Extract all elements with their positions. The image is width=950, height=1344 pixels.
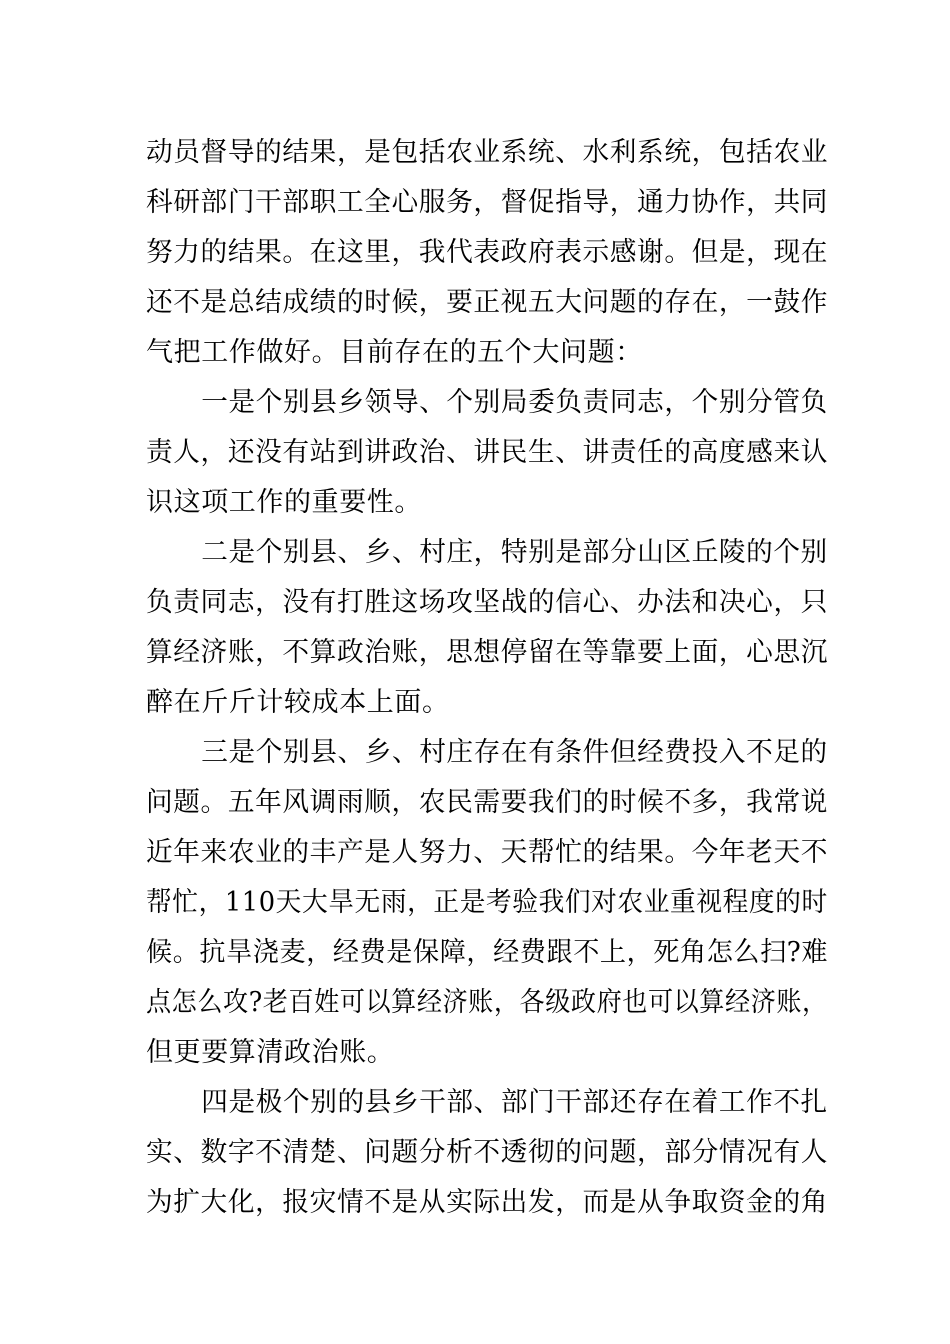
text-line: 帮忙，110天大旱无雨，正是考验我们对农业重视程度的时 (146, 887, 828, 918)
text-line: 实、数字不清楚、问题分析不透彻的问题，部分情况有人 (146, 1137, 828, 1168)
text-line: 但更要算清政治账。 (146, 1037, 395, 1068)
text-line: 候。抗旱浇麦，经费是保障，经费跟不上，死角怎么扫?难 (146, 937, 829, 968)
text-line: 责人，还没有站到讲政治、讲民生、讲责任的高度感来认 (146, 437, 828, 468)
text-line: 醉在斤斤计较成本上面。 (146, 687, 450, 718)
text-line: 还不是总结成绩的时候，要正视五大问题的存在，一鼓作 (146, 287, 828, 318)
text-line: 三是个别县、乡、村庄存在有条件但经费投入不足的 (201, 737, 828, 768)
text-line: 算经济账，不算政治账，思想停留在等靠要上面，心思沉 (146, 637, 828, 668)
document-body (146, 128, 829, 1228)
text-line: 问题。五年风调雨顺，农民需要我们的时候不多，我常说 (146, 787, 828, 818)
text-line: 一是个别县乡领导、个别局委负责同志，个别分管负 (201, 387, 828, 418)
text-line: 负责同志，没有打胜这场攻坚战的信心、办法和决心，只 (146, 587, 828, 618)
text-line: 科研部门干部职工全心服务，督促指导，通力协作，共同 (146, 187, 828, 218)
text-line: 动员督导的结果，是包括农业系统、水利系统，包括农业 (146, 137, 828, 168)
text-line: 为扩大化，报灾情不是从实际出发，而是从争取资金的角 (146, 1187, 828, 1218)
text-line: 气把工作做好。目前存在的五个大问题： (146, 337, 643, 368)
text-line: 努力的结果。在这里，我代表政府表示感谢。但是，现在 (146, 237, 828, 268)
text-line: 识这项工作的重要性。 (146, 487, 422, 518)
text-line: 二是个别县、乡、村庄，特别是部分山区丘陵的个别 (201, 537, 828, 568)
text-line: 近年来农业的丰产是人努力、天帮忙的结果。今年老天不 (146, 837, 828, 868)
text-line: 点怎么攻?老百姓可以算经济账，各级政府也可以算经济账， (146, 987, 828, 1018)
text-line: 四是极个别的县乡干部、部门干部还存在着工作不扎 (201, 1087, 828, 1118)
